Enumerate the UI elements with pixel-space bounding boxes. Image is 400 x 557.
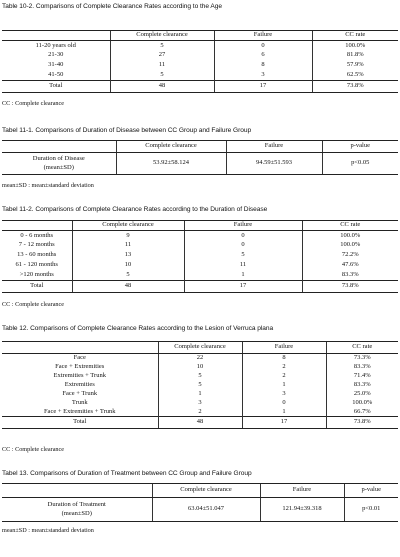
cell: 2	[242, 372, 326, 381]
row-label-line-2: (mean±SD)	[43, 163, 74, 171]
header-cell	[2, 221, 72, 231]
table-row	[2, 408, 398, 417]
cell: 81.8%	[312, 51, 398, 61]
cell: 100.0%	[302, 231, 398, 241]
cell: 2	[242, 363, 326, 372]
cell: 11	[72, 241, 184, 251]
tabel-11-2	[2, 220, 398, 293]
row-label: Extremities	[64, 380, 95, 388]
cell: 11	[184, 261, 302, 271]
cell: 66.7%	[326, 408, 398, 417]
cell: 83.3%	[302, 271, 398, 281]
row-label: 11-20 years old	[35, 41, 76, 49]
cell: 1	[242, 408, 326, 417]
cell: 83.3%	[326, 363, 398, 372]
tabel-11-2-note: CC : Complete clearance	[2, 301, 65, 308]
table-row	[2, 261, 398, 271]
cell: 100.0%	[302, 241, 398, 251]
cell: 121.94±39.318	[260, 498, 344, 522]
cell: 5	[184, 251, 302, 261]
table-row	[2, 61, 398, 71]
row-label: 41-50	[48, 71, 64, 78]
cell: 3	[158, 399, 242, 408]
header-cell	[2, 342, 158, 354]
cell: 13	[72, 251, 184, 261]
row-label	[2, 498, 152, 522]
table-row	[2, 271, 398, 281]
table-12-caption: Table 12. Comparisons of Complete Clearance Rates according to the Lesion of Verruca plana	[2, 325, 274, 332]
table-row	[2, 41, 398, 51]
tabel-11-1-caption: Tabel 11-1. Comparisons of Duration of Disease between CC Group and Failure Group	[2, 127, 252, 134]
header-cc-rate: CC rate	[312, 31, 398, 41]
table-10-2	[2, 30, 398, 93]
cell: 73.8%	[326, 417, 398, 429]
cell: 6	[214, 51, 312, 61]
table-total-row	[2, 81, 398, 93]
cell: 1	[242, 381, 326, 390]
table-12-note: CC : Complete clearance	[2, 446, 65, 453]
table-row	[2, 153, 398, 175]
cell: 47.6%	[302, 261, 398, 271]
row-label: Total	[2, 417, 158, 429]
cell: 5	[110, 71, 214, 81]
cell: 10	[158, 363, 242, 372]
row-label: 61 - 120 months	[15, 261, 58, 269]
row-label-line-1: Duration of Treatment	[47, 501, 106, 508]
cell: 73.3%	[326, 354, 398, 363]
cell: 1	[184, 271, 302, 281]
cell: 83.3%	[326, 381, 398, 390]
row-label: Extremities + Trunk	[53, 371, 106, 379]
table-row	[2, 372, 398, 381]
cell: 53.92±58.124	[116, 153, 226, 175]
row-label	[2, 153, 116, 175]
cell: 5	[158, 381, 242, 390]
cell: 72.2%	[302, 251, 398, 261]
header-complete-clearance: Complete clearance	[110, 31, 214, 41]
cell: 63.04±51.047	[152, 498, 260, 522]
header-cell	[2, 31, 110, 41]
cell: 71.4%	[326, 372, 398, 381]
cell: 27	[110, 51, 214, 61]
cell: 3	[242, 390, 326, 399]
header-failure: Failure	[260, 484, 344, 498]
table-row	[2, 354, 398, 363]
row-label-line-1: Duration of Disease	[32, 155, 85, 162]
cell: 48	[158, 417, 242, 429]
table-row	[2, 231, 398, 241]
cell: 0	[242, 399, 326, 408]
table-10-2-note: CC : Complete clearance	[2, 100, 65, 107]
cell: 0	[214, 41, 312, 51]
cell: 73.8%	[302, 281, 398, 293]
row-label: Total	[2, 81, 110, 93]
table-row	[2, 51, 398, 61]
cell: 0	[184, 231, 302, 241]
header-cell	[2, 141, 116, 153]
header-p-value: p-value	[344, 484, 398, 498]
tabel-11-2-caption: Tabel 11-2. Comparisons of Complete Clearance Rates according to the Duration of Disease	[2, 206, 268, 213]
cell: 3	[214, 71, 312, 81]
row-label: Total	[2, 281, 72, 293]
cell: 73.8%	[312, 81, 398, 93]
row-label: 0 - 6 months	[20, 231, 54, 239]
table-row	[2, 399, 398, 408]
table-row	[2, 498, 398, 522]
cell: 9	[72, 231, 184, 241]
cell: 17	[184, 281, 302, 293]
cell: 22	[158, 354, 242, 363]
cell: 2	[158, 408, 242, 417]
header-failure: Failure	[226, 141, 322, 153]
row-label: 7 - 12 months	[18, 241, 55, 249]
cell: p<0.05	[322, 153, 398, 175]
header-cc-rate: CC rate	[302, 221, 398, 231]
table-row	[2, 251, 398, 261]
row-label: 13 - 60 months	[17, 251, 57, 259]
cell: 1	[158, 390, 242, 399]
cell: 100.0%	[326, 399, 398, 408]
header-failure: Failure	[214, 31, 312, 41]
cell: 0	[184, 241, 302, 251]
cell: 94.59±51.593	[226, 153, 322, 175]
table-row	[2, 381, 398, 390]
header-complete-clearance: Complete clearance	[72, 221, 184, 231]
row-label: >120 months	[19, 271, 54, 278]
table-10-2-caption: Table 10-2. Comparisons of Complete Clearance Rates according to the Age	[2, 3, 222, 10]
header-failure: Failure	[242, 342, 326, 354]
header-failure: Failure	[184, 221, 302, 231]
header-complete-clearance: Complete clearance	[152, 484, 260, 498]
cell: 48	[72, 281, 184, 293]
cell: p<0.01	[344, 498, 398, 522]
tabel-11-1-note: mean±SD : mean±standard deviation	[2, 182, 94, 189]
header-cc-rate: CC rate	[326, 342, 398, 354]
table-row	[2, 363, 398, 372]
header-p-value: p-value	[322, 141, 398, 153]
row-label: Trunk	[71, 398, 88, 406]
tabel-13-caption: Tabel 13. Comparisons of Duration of Treatment between CC Group and Failure Group	[2, 470, 252, 477]
table-total-row	[2, 281, 398, 293]
row-label: 21-30	[48, 51, 64, 59]
cell: 48	[110, 81, 214, 93]
table-row	[2, 241, 398, 251]
cell: 11	[110, 61, 214, 71]
table-row	[2, 71, 398, 81]
row-label: Face + Extremities	[55, 362, 105, 370]
tabel-13	[2, 483, 398, 522]
table-row	[2, 390, 398, 399]
cell: 8	[214, 61, 312, 71]
table-12	[2, 341, 398, 429]
row-label: Face	[73, 354, 86, 361]
header-complete-clearance: Complete clearance	[116, 141, 226, 153]
cell: 100.0%	[312, 41, 398, 51]
cell: 8	[242, 354, 326, 363]
cell: 5	[110, 41, 214, 51]
cell: 57.9%	[312, 61, 398, 71]
tabel-11-1	[2, 140, 398, 175]
table-total-row	[2, 417, 398, 429]
cell: 10	[72, 261, 184, 271]
cell: 62.5%	[312, 71, 398, 81]
row-label: 31-40	[48, 61, 64, 69]
header-complete-clearance: Complete clearance	[158, 342, 242, 354]
row-label-line-2: (mean±SD)	[61, 509, 92, 517]
cell: 5	[72, 271, 184, 281]
row-label: Face + Extremities + Trunk	[43, 407, 116, 415]
row-label: Face + Trunk	[62, 389, 98, 397]
cell: 5	[158, 372, 242, 381]
cell: 25.0%	[326, 390, 398, 399]
tabel-13-note: mean±SD : mean±standard deviation	[2, 527, 94, 534]
cell: 17	[242, 417, 326, 429]
cell: 17	[214, 81, 312, 93]
header-cell	[2, 484, 152, 498]
